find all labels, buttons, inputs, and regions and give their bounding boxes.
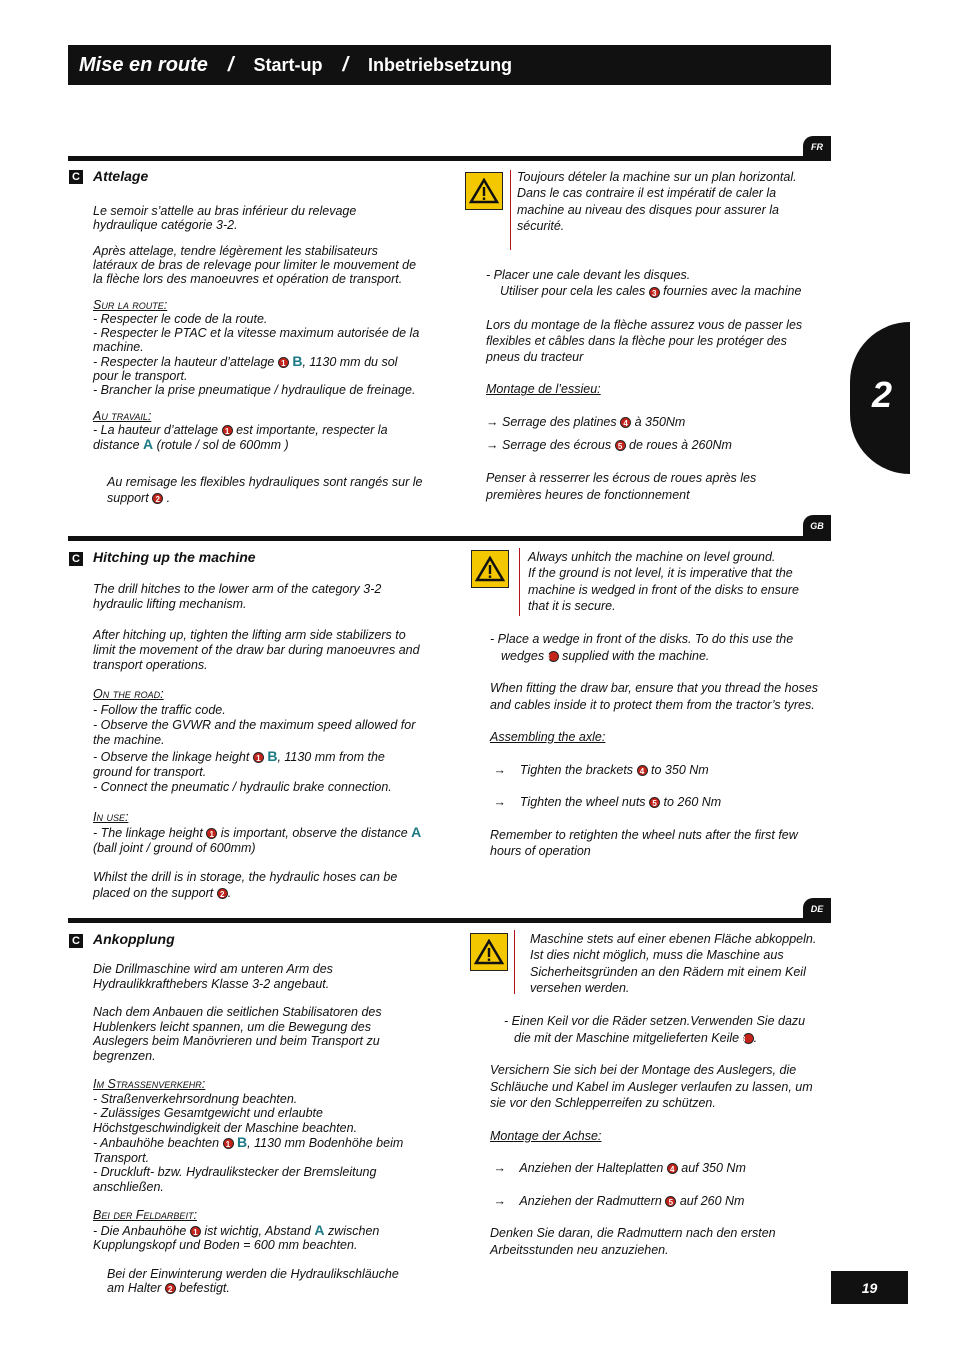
section-marker: C: [69, 934, 83, 948]
paragraph: Bei der Einwinterung werden die Hydraulikschläuche am Halter 2 befestigt.: [107, 1266, 399, 1295]
dimension-letter-a: A: [143, 436, 154, 452]
paragraph: Die Drillmaschine wird am unteren Arm des Hydraulikkrafthebers Klasse 3-2 angebaut.: [93, 962, 333, 991]
list-item: - Connect the pneumatic / hydraulic brake connection.: [93, 780, 392, 795]
page-header: [68, 45, 831, 85]
subheading: On the road:: [93, 687, 164, 702]
part-marker-4: 4: [637, 765, 648, 776]
dimension-letter-b: B: [237, 1134, 248, 1150]
list-item: → Tighten the wheel nuts 5 to 260 Nm: [490, 795, 722, 809]
part-marker-1: 1: [206, 828, 217, 839]
list-item: - Placer une cale devant les disques.: [486, 268, 691, 282]
text-column-de-left: [93, 962, 418, 1296]
list-item: - Straßenverkehrsordnung beachten.: [93, 1091, 298, 1106]
arrow-right-icon: →: [490, 1161, 506, 1175]
dimension-letter-a: A: [411, 823, 422, 840]
language-badge-de: DE: [803, 898, 831, 920]
warning-triangle-icon: [471, 550, 509, 588]
paragraph: Le semoir s’attelle au bras inférieur du relevage hydraulique catégorie 3-2.: [93, 204, 357, 232]
paragraph: Lors du montage de la flèche assurez vous de passer les flexibles et câbles dans la flèche pour les protéger des pneus du tracteur: [486, 317, 803, 365]
dimension-letter-b: B: [292, 353, 303, 369]
warning-rule: [519, 548, 520, 616]
section-title-de: Ankopplung: [93, 931, 175, 947]
list-item: - Place a wedge in front of the disks. To do this use the wedges 3 supplied with the machine.: [490, 632, 794, 663]
part-marker-1: 1: [190, 1226, 201, 1237]
paragraph: Denken Sie daran, die Radmuttern nach den ersten Arbeitsstunden neu anzuziehen.: [490, 1226, 776, 1257]
part-marker-2: 2: [165, 1283, 176, 1294]
subheading: Montage der Achse:: [490, 1128, 602, 1143]
warning-rule: [514, 930, 515, 994]
subheading: In use:: [93, 809, 129, 824]
text-column-gb-right: [490, 631, 820, 860]
part-marker-2: 2: [152, 493, 163, 504]
paragraph: After hitching up, tighten the lifting arm side stabilizers to limit the movement of the draw bar during manoeuvres and transport operations.: [93, 627, 420, 673]
page-number: 19: [831, 1271, 908, 1304]
paragraph: When fitting the draw bar, ensure that you thread the hoses and cables inside it to protect them from the tractor’s tyres.: [490, 681, 818, 712]
subheading: Sur la route:: [93, 298, 168, 312]
header-title-de: Inbetriebsetzung: [368, 54, 513, 75]
language-badge-gb: GB: [803, 515, 831, 537]
list-item: - Einen Keil vor die Räder setzen.Verwenden Sie dazu die mit der Maschine mitgelieferten Keile 3 .: [504, 1014, 806, 1045]
language-badge-fr: FR: [803, 136, 831, 158]
text-column-fr-right: [486, 267, 811, 503]
chapter-tab: [850, 322, 910, 474]
part-marker-3: 3: [548, 651, 559, 662]
list-item: - La hauteur d’attelage 1 est importante, respecter la distance A (rotule / sol de 600mm ): [93, 423, 388, 452]
warning-triangle-icon: [470, 933, 508, 971]
section-divider: [68, 156, 831, 161]
header-separator: /: [342, 53, 349, 76]
list-item: - The linkage height 1 is important, observe the distance A (ball joint / ground of 600mm): [93, 823, 422, 856]
list-item: - Druckluft- bzw. Hydraulikstecker der Bremsleitung anschließen.: [93, 1165, 377, 1194]
subheading: Au travail:: [93, 409, 152, 423]
subheading: Bei der Feldarbeit:: [93, 1208, 197, 1222]
part-marker-1: 1: [253, 752, 264, 763]
paragraph: Au remisage les flexibles hydrauliques sont rangés sur le support 2 .: [107, 475, 423, 505]
chapter-number: 2: [872, 374, 893, 415]
part-marker-1: 1: [278, 357, 289, 368]
header-title-gb: Start-up: [253, 54, 323, 75]
section-divider: [68, 536, 831, 541]
subheading: Montage de l’essieu:: [486, 382, 601, 397]
section-marker: C: [69, 170, 83, 184]
list-item: - Follow the traffic code.: [93, 702, 226, 717]
arrow-right-icon: →: [490, 762, 506, 777]
dimension-letter-b: B: [267, 747, 278, 764]
section-title-fr: Attelage: [93, 168, 149, 184]
section-title-gb: Hitching up the machine: [93, 549, 256, 565]
dimension-letter-a: A: [314, 1221, 325, 1238]
paragraph: Nach dem Anbauen die seitlichen Stabilisatoren des Hublenkers leicht spannen, um die Bewegung des Auslegers beim Manövrieren und beim Transport zu begrenzen.: [93, 1005, 382, 1063]
paragraph: Remember to retighten the wheel nuts after the first few hours of operation: [490, 827, 798, 858]
list-item: - Brancher la prise pneumatique / hydraulique de freinage.: [93, 383, 416, 397]
subheading: Assembling the axle:: [490, 730, 606, 744]
part-marker-2: 2: [217, 888, 228, 899]
list-item: Utiliser pour cela les cales 3 fournies avec la machine: [500, 284, 802, 299]
subheading: Im Strassenverkehr:: [93, 1077, 206, 1091]
list-item: - Zulässiges Gesamtgewicht und erlaubte Höchstgeschwindigkeit der Maschine beachten.: [93, 1106, 358, 1135]
header-separator: /: [227, 53, 234, 76]
warning-text-de: Maschine stets auf einer ebenen Fläche abkoppeln. Ist dies nicht möglich, muss die Maschine aus Sicherheitsgründen an den Rädern mit einem Keil versehen werden.: [530, 932, 817, 995]
list-item: → Serrage des platines 4 à 350Nm: [486, 414, 686, 429]
list-item: - Respecter le code de la route.: [93, 312, 268, 326]
arrow-right-icon: →: [490, 1193, 506, 1208]
part-marker-1: 1: [223, 1138, 234, 1149]
paragraph: Versichern Sie sich bei der Montage des Auslegers, die Schläuche und Kabel im Ausleger verlaufen zu lassen, um sie vor den Schlepperreifen zu schützen.: [490, 1063, 813, 1110]
list-item: - Respecter la hauteur d’attelage 1 B, 1130 mm du sol pour le transport.: [93, 353, 398, 383]
list-item: - Observe the linkage height 1 B, 1130 mm from the ground for transport.: [93, 747, 385, 779]
arrow-right-icon: →: [486, 414, 499, 429]
arrow-right-icon: →: [490, 795, 506, 809]
part-marker-3: 3: [743, 1033, 754, 1044]
list-item: → Anziehen der Halteplatten 4 auf 350 Nm: [490, 1161, 746, 1175]
text-column-fr-left: [93, 204, 423, 506]
list-item: → Tighten the brackets 4 to 350 Nm: [490, 762, 709, 777]
list-item: - Die Anbauhöhe 1 ist wichtig, Abstand A zwischen Kupplungskopf und Boden = 600 mm beachten.: [93, 1221, 380, 1252]
header-title-fr: Mise en route: [79, 53, 208, 76]
arrow-right-icon: →: [486, 438, 499, 453]
part-marker-4: 4: [667, 1163, 678, 1174]
paragraph: Après attelage, tendre légèrement les stabilisateurs latéraux de bras de relevage pour limiter le mouvement de la flèche lors des manoeuvres et opération de transport.: [93, 244, 417, 286]
part-marker-5: 5: [665, 1196, 676, 1207]
warning-rule: [510, 170, 511, 250]
paragraph: The drill hitches to the lower arm of the category 3-2 hydraulic lifting mechanism.: [93, 582, 382, 612]
list-item: - Respecter le PTAC et la vitesse maximum autorisée de la machine.: [93, 326, 420, 354]
paragraph: Penser à resserrer les écrous de roues après les premières heures de fonctionnement: [486, 471, 757, 502]
section-divider: [68, 918, 831, 923]
paragraph: Whilst the drill is in storage, the hydraulic hoses can be placed on the support 2 .: [93, 870, 398, 900]
text-column-de-right: [490, 1013, 820, 1258]
text-column-gb-left: [93, 582, 425, 901]
list-item: - Observe the GVWR and the maximum speed allowed for the machine.: [93, 718, 416, 748]
part-marker-1: 1: [222, 425, 233, 436]
list-item: - Anbauhöhe beachten 1 B, 1130 mm Bodenhöhe beim Transport.: [93, 1134, 404, 1165]
part-marker-5: 5: [649, 797, 660, 808]
warning-text-gb: Always unhitch the machine on level ground. If the ground is not level, it is imperative that the machine is wedged in front of the disks to ensure that it is secure.: [528, 550, 799, 613]
part-marker-4: 4: [620, 417, 631, 428]
part-marker-3: 3: [649, 287, 660, 298]
part-marker-5: 5: [615, 440, 626, 451]
warning-text-fr: Toujours dételer la machine sur un plan horizontal. Dans le cas contraire il est impératif de caler la machine au niveau des disques pour assurer la sécurité.: [517, 170, 797, 233]
warning-triangle-icon: [465, 172, 503, 210]
section-marker: C: [69, 552, 83, 566]
list-item: → Anziehen der Radmuttern 5 auf 260 Nm: [490, 1193, 745, 1208]
list-item: → Serrage des écrous 5 de roues à 260Nm: [486, 438, 732, 453]
